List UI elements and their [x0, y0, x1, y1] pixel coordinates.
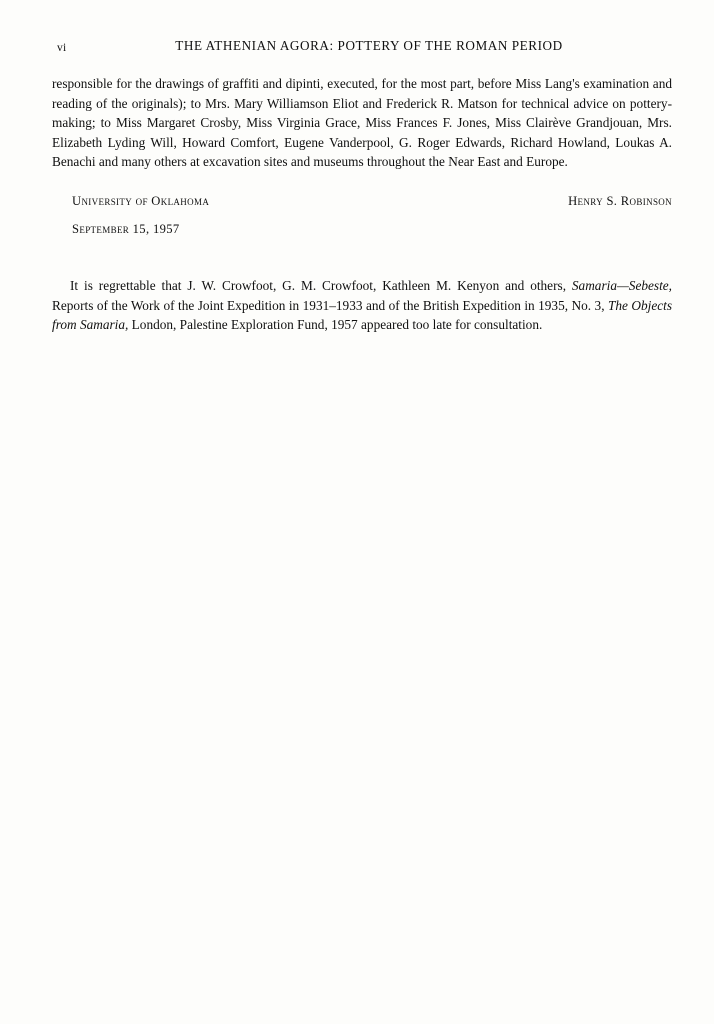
- signature-author: Henry S. Robinson: [568, 193, 672, 208]
- page-content: [52, 38, 672, 335]
- note-text-part-3: London, Palestine Exploration Fund, 1957 appeared too late for consultation.: [128, 317, 543, 333]
- bibliographic-note: [52, 276, 672, 335]
- note-italic-title-2: The Objects from Samaria,: [52, 297, 673, 333]
- running-head: [52, 38, 672, 60]
- note-italic-title-1: Samaria—Sebeste,: [571, 277, 672, 293]
- acknowledgment-paragraph: responsible for the drawings of graffiti and dipinti, executed, for the most part, before Miss Lang's examination and reading of the originals); to Mrs. Mary Williamson Eliot and Frederick R. Matson for technical advice on pottery-making; to Miss Margaret Crosby, Miss Virginia Grace, Miss Frances F. Jones, Miss Clairève Grandjouan, Mrs. Elizabeth Lyding Will, Howard Comfort, Eugene Vanderpool, G. Roger Edwards, Richard Howland, Loukas A. Benachi and many others at excavation sites and museums throughout the Near East and Europe.: [52, 76, 672, 170]
- running-head-title: THE ATHENIAN AGORA: POTTERY OF THE ROMAN PERIOD: [175, 38, 563, 53]
- signature-date: September 15, 1957: [72, 221, 180, 236]
- signature-block: [52, 194, 672, 246]
- folio-number: vi: [57, 42, 67, 54]
- note-text-part-1: It is regrettable that J. W. Crowfoot, G. M. Crowfoot, Kathleen M. Kenyon and others,: [70, 277, 572, 293]
- signature-row: [52, 194, 672, 218]
- note-text-part-2: Reports of the Work of the Joint Expedition in 1931–1933 and of the British Expedition in 1935, No. 3,: [52, 297, 608, 313]
- signature-institution: University of Oklahoma: [72, 193, 210, 208]
